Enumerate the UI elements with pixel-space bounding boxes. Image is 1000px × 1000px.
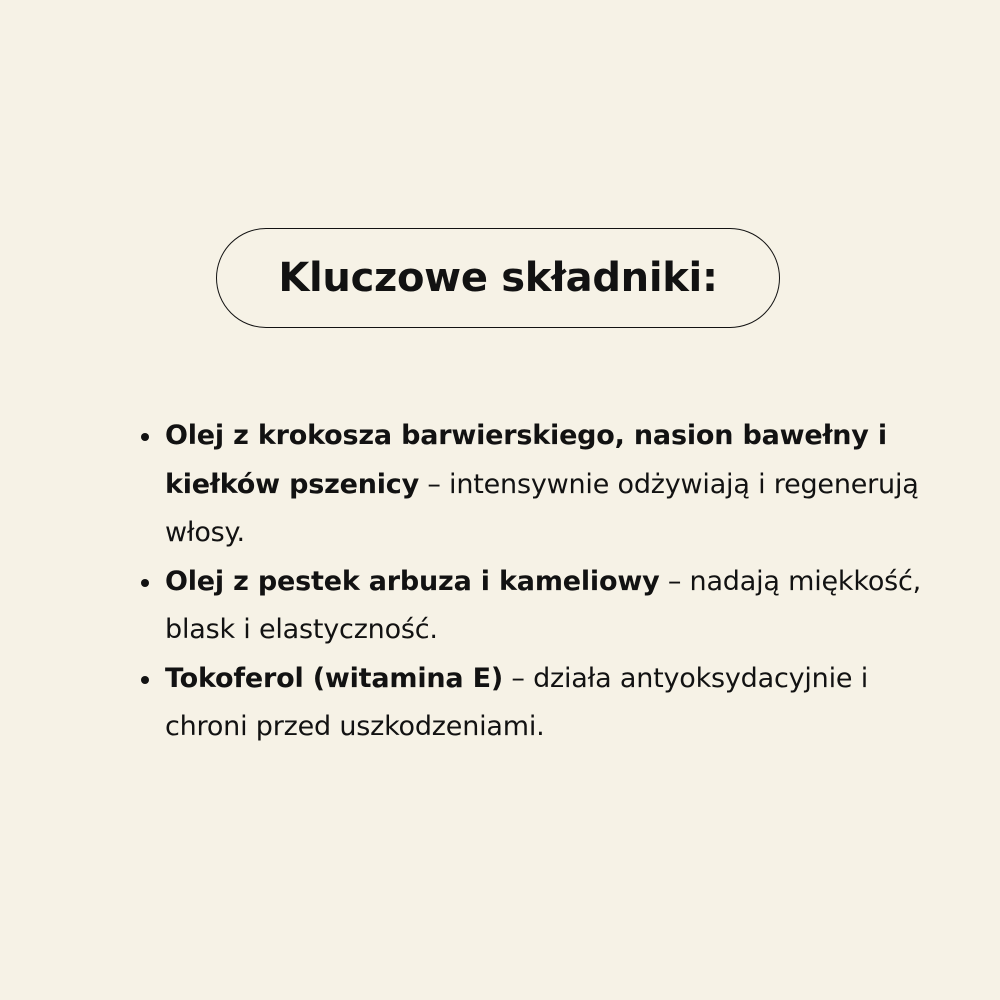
ingredient-name: Olej z krokosza barwierskiego, nasion bawełny i kiełków pszenicy bbox=[165, 420, 887, 500]
list-item bbox=[137, 655, 947, 752]
ingredient-description: – intensywnie odżywiają i regenerują włosy. bbox=[165, 468, 919, 548]
ingredients-list bbox=[137, 412, 947, 752]
ingredient-description: – działa antyoksydacyjnie i chroni przed uszkodzeniami. bbox=[165, 662, 868, 742]
bullet-icon bbox=[141, 433, 149, 441]
list-item bbox=[137, 558, 947, 655]
page-title: Kluczowe składniki: bbox=[278, 255, 718, 301]
ingredient-name: Olej z pestek arbuza i kameliowy bbox=[165, 565, 660, 597]
bullet-icon bbox=[141, 676, 149, 684]
ingredient-name: Tokoferol (witamina E) bbox=[165, 662, 504, 694]
title-badge bbox=[216, 228, 780, 328]
bullet-icon bbox=[141, 579, 149, 587]
ingredient-description: – nadają miękkość, blask i elastyczność. bbox=[165, 565, 922, 645]
list-item bbox=[137, 412, 947, 558]
